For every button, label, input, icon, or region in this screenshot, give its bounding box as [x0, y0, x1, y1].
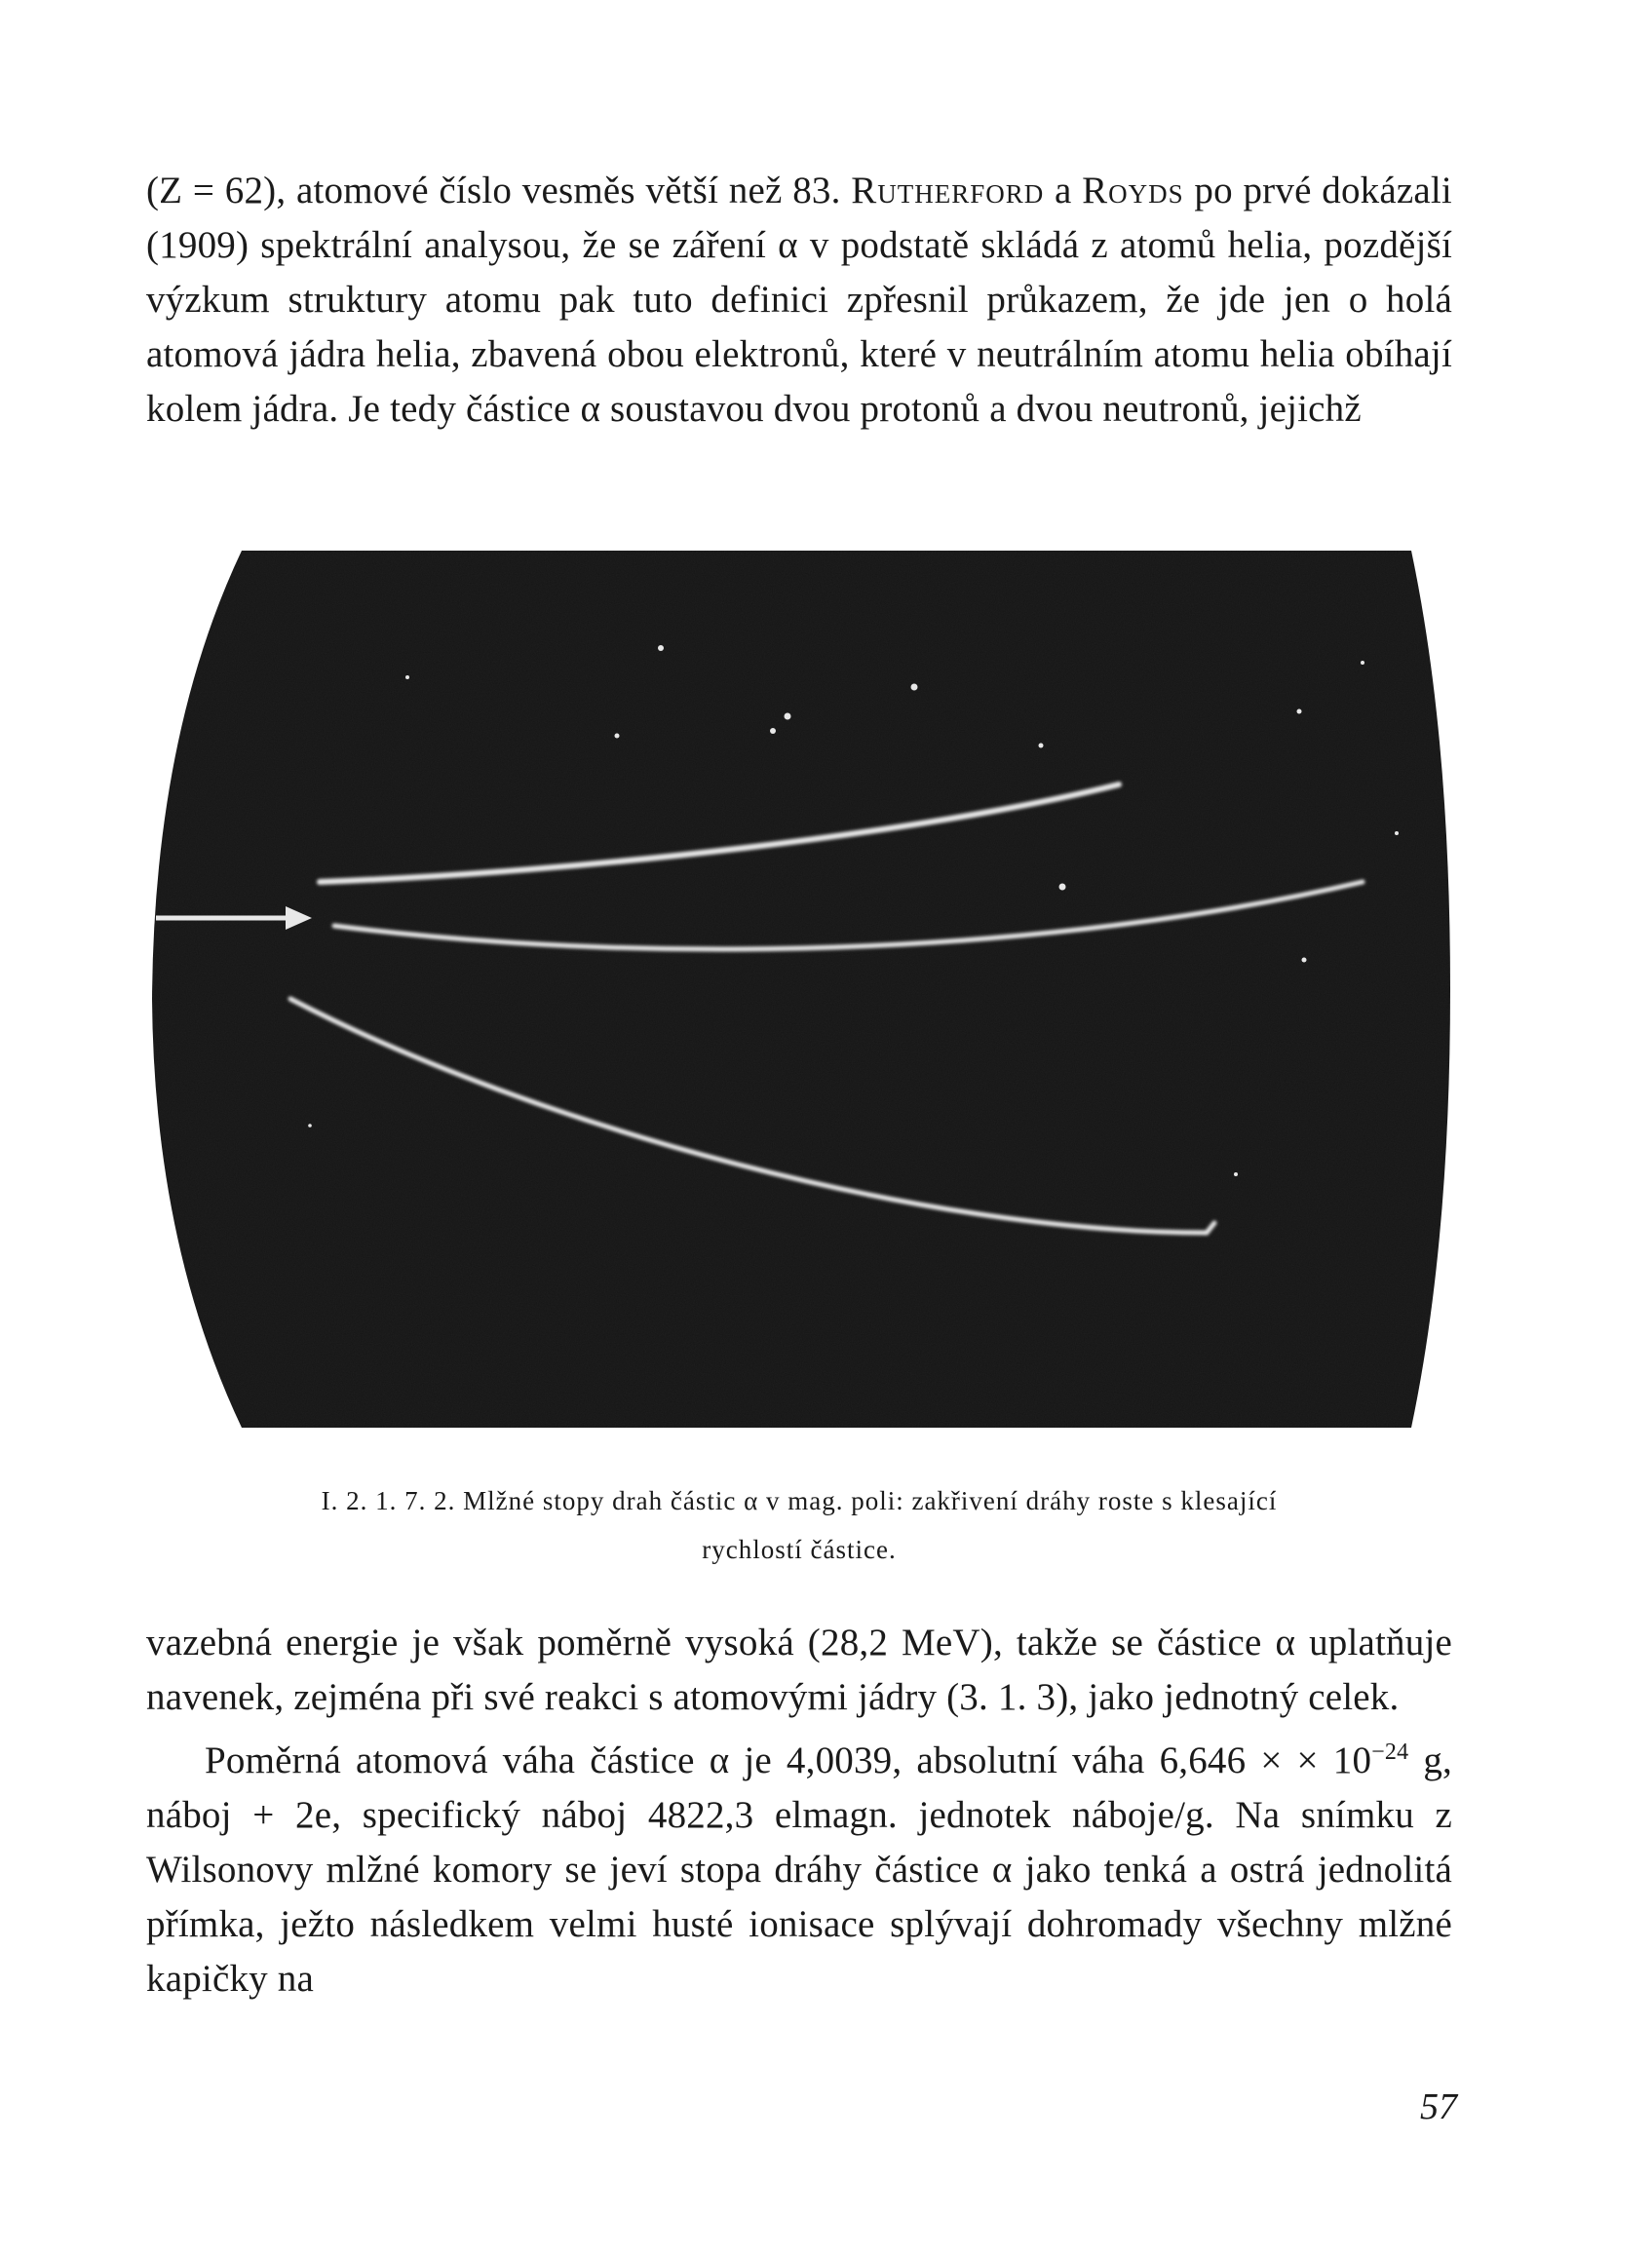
top-text-part1: (Z = 62), atomové číslo vesměs větší než 83. [146, 170, 852, 211]
page-number: 57 [1420, 2086, 1457, 2127]
author-royds: Royds [1082, 170, 1184, 211]
top-paragraph [146, 164, 1452, 437]
cloud-chamber-svg [144, 541, 1460, 1437]
bottom-paragraphs [146, 1616, 1452, 2007]
exponent: −24 [1371, 1740, 1409, 1765]
top-text-part2: po prvé dokázali (1909) spektrální analysou, že se záření α v podstatě skládá z atomů helia, pozdější výzkum struktury atomu pak tuto definici zpřesnil průkazem, že jde jen o holá atomová jádra helia, zbavená obou elektronů, které v neutrálním atomu helia obíhají kolem jádra. Je tedy částice α soustavou dvou protonů a dvou neutronů, jejichž [146, 170, 1452, 430]
top-paragraph-text [146, 164, 1452, 437]
caption-line-2: rychlostí částice. [702, 1535, 897, 1564]
atomic-weight-text-1: Poměrná atomová váha částice α je 4,0039, absolutní váha 6,646 × × 10 [205, 1740, 1372, 1781]
figure-caption [146, 1476, 1452, 1574]
paragraph-atomic-weight [146, 1725, 1452, 2007]
paragraph-binding-energy: vazebná energie je však poměrně vysoká (28,2 MeV), takže se částice α uplatňuje navenek, zejména při své reakci s atomovými jádry (3. 1. 3), jako jednotný celek. [146, 1622, 1452, 1718]
film-grain [144, 541, 1460, 1437]
author-rutherford: Rutherford [851, 170, 1045, 211]
caption-line-1: I. 2. 1. 7. 2. Mlžné stopy drah částic α v mag. poli: zakřivení dráhy roste s klesající [321, 1486, 1278, 1515]
cloud-chamber-photo [144, 541, 1460, 1437]
atomic-weight-text-2: g, náboj + 2e, specifický náboj 4822,3 elmagn. jednotek náboje/g. Na snímku z Wilsonovy mlžné komory se jeví stopa dráhy částice α jako tenká a ostrá jednolitá přímka, ježto následkem velmi husté ionisace splývají dohromady všechny mlžné kapičky na [146, 1740, 1452, 2000]
top-text-conj: a [1044, 170, 1083, 211]
